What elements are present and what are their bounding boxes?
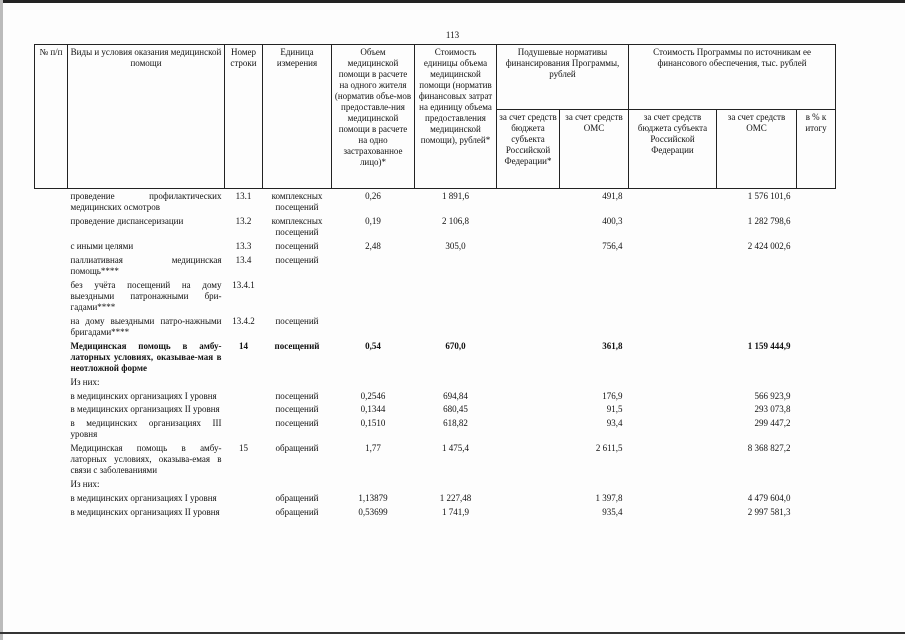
- cell-program-oms: 1 159 444,9: [747, 340, 791, 351]
- cell-norm-budget: [497, 340, 560, 376]
- table-row: [35, 215, 836, 240]
- table-row: [35, 315, 836, 340]
- header-program-oms: за счет средств ОМС: [717, 110, 797, 189]
- cell-volume: [332, 279, 415, 315]
- cell-norm-budget: [497, 254, 560, 279]
- cell-num: [35, 240, 68, 254]
- cell-norm-oms: 1 397,8: [595, 493, 623, 504]
- cell-program-budget: [629, 315, 717, 340]
- cell-norm-oms: [560, 478, 629, 492]
- cell-program-budget: [629, 376, 717, 390]
- cell-cost: 1 227,48: [439, 493, 472, 504]
- cell-kind: на дому выездными патро-нажными бригадами****: [70, 315, 222, 337]
- cell-program-oms: [717, 279, 797, 315]
- cell-row-number: 13.4.1: [232, 279, 255, 290]
- cell-cost: 618,82: [443, 418, 468, 429]
- cell-program-pct: [797, 442, 836, 478]
- cell-norm-budget: [497, 189, 560, 215]
- cell-norm-budget: [497, 215, 560, 240]
- table-row: [35, 492, 836, 506]
- cell-norm-budget: [497, 442, 560, 478]
- header-norms-budget: за счет средств бюджета субъекта Российской Федерации*: [497, 110, 560, 189]
- cell-norm-oms: 491,8: [602, 191, 623, 201]
- header-program-cost: Стоимость Программы по источникам ее финансового обеспечения, тыс. рублей: [629, 45, 836, 110]
- cell-row-number: [225, 390, 263, 404]
- cell-cost: [415, 376, 497, 390]
- cell-row-number: [225, 376, 263, 390]
- cell-kind: в медицинских организациях III уровня: [70, 418, 222, 440]
- cell-norm-budget: [497, 376, 560, 390]
- cell-unit: [263, 279, 332, 315]
- cell-kind: проведение профилактических медицинских осмотров: [70, 191, 222, 212]
- scan-edge-bottom: [0, 632, 905, 634]
- cell-program-oms: 566 923,9: [754, 390, 791, 401]
- cell-program-pct: [797, 417, 836, 442]
- cell-cost: [415, 315, 497, 340]
- cell-program-oms: [717, 376, 797, 390]
- cell-volume: 0,2546: [360, 390, 386, 401]
- cell-cost: 680,45: [443, 404, 468, 415]
- cell-num: [35, 376, 68, 390]
- scan-edge-top: [0, 0, 905, 3]
- cell-unit: посещений: [275, 254, 319, 265]
- cell-program-pct: [797, 478, 836, 492]
- cell-unit: посещений: [275, 404, 319, 415]
- cell-row-number: [225, 478, 263, 492]
- cell-cost: 1 741,9: [442, 507, 469, 518]
- cell-program-oms: 293 073,8: [754, 404, 791, 415]
- cell-cost: 1 475,4: [442, 443, 469, 454]
- header-row-number: Номер строки: [225, 45, 263, 189]
- cell-program-pct: [797, 340, 836, 376]
- cell-kind: Из них:: [70, 479, 100, 490]
- cell-norm-budget: [497, 315, 560, 340]
- cell-num: [35, 254, 68, 279]
- cell-kind: в медицинских организациях I уровня: [70, 493, 217, 504]
- cell-row-number: [225, 417, 263, 442]
- cell-program-pct: [797, 315, 836, 340]
- cell-unit: посещений: [275, 240, 319, 251]
- header-program-pct: в % к итогу: [797, 110, 836, 189]
- scan-edge-left: [0, 0, 3, 640]
- table-row: [35, 506, 836, 520]
- cell-program-oms: [717, 478, 797, 492]
- table-row: [35, 403, 836, 417]
- cell-row-number: 14: [239, 340, 248, 351]
- table-row: [35, 254, 836, 279]
- cell-row-number: 15: [239, 443, 248, 454]
- cell-unit: [263, 478, 332, 492]
- cell-volume: 0,53699: [358, 507, 388, 518]
- cell-num: [35, 279, 68, 315]
- cell-norm-budget: [497, 492, 560, 506]
- table-row: [35, 279, 836, 315]
- cell-norm-oms: 93,4: [606, 418, 623, 429]
- cell-program-pct: [797, 376, 836, 390]
- cell-norm-oms: [560, 315, 629, 340]
- header-num: № п/п: [35, 45, 68, 189]
- cell-program-pct: [797, 492, 836, 506]
- table-body: [35, 189, 836, 521]
- cell-row-number: 13.3: [235, 240, 252, 251]
- cell-program-oms: 2 997 581,3: [747, 507, 791, 518]
- cell-volume: [332, 254, 415, 279]
- cell-norm-budget: [497, 417, 560, 442]
- cell-program-pct: [797, 240, 836, 254]
- cell-norm-oms: 176,9: [602, 390, 623, 401]
- cell-volume: 0,1344: [360, 404, 386, 415]
- cell-volume: 0,19: [365, 215, 381, 226]
- cell-kind: проведение диспансеризации: [70, 215, 184, 226]
- table-row: [35, 417, 836, 442]
- cell-row-number: 13.2: [235, 215, 252, 226]
- cell-norm-oms: [560, 376, 629, 390]
- cell-row-number: 13.4.2: [232, 315, 255, 326]
- cell-cost: [415, 478, 497, 492]
- table-row: [35, 442, 836, 478]
- cell-program-pct: [797, 279, 836, 315]
- table-row: [35, 376, 836, 390]
- cell-norm-budget: [497, 390, 560, 404]
- cell-norm-budget: [497, 478, 560, 492]
- cell-unit: обращений: [275, 443, 319, 454]
- cell-cost: 1 891,6: [442, 191, 469, 201]
- cell-program-pct: [797, 254, 836, 279]
- cell-num: [35, 340, 68, 376]
- cell-cost: 305,0: [445, 240, 466, 251]
- cell-num: [35, 390, 68, 404]
- cell-row-number: 13.4: [235, 254, 252, 265]
- cell-program-budget: [629, 390, 717, 404]
- cell-num: [35, 492, 68, 506]
- cell-volume: [332, 315, 415, 340]
- cell-row-number: [225, 403, 263, 417]
- cell-num: [35, 315, 68, 340]
- cell-norm-oms: 756,4: [602, 240, 623, 251]
- cell-num: [35, 442, 68, 478]
- table-row: [35, 390, 836, 404]
- cell-norm-budget: [497, 279, 560, 315]
- cell-program-oms: [717, 254, 797, 279]
- header-kind: Виды и условия оказания медицинской помощи: [68, 45, 225, 189]
- cell-num: [35, 506, 68, 520]
- cell-num: [35, 478, 68, 492]
- cell-norm-oms: 2 611,5: [595, 443, 623, 454]
- cell-unit: посещений: [275, 390, 319, 401]
- cell-cost: [415, 254, 497, 279]
- cell-kind: в медицинских организациях II уровня: [70, 404, 220, 415]
- cell-kind: в медицинских организациях II уровня: [70, 507, 220, 518]
- page-number: 113: [445, 30, 460, 40]
- cell-kind: в медицинских организациях I уровня: [70, 390, 217, 401]
- cell-kind: с иными целями: [70, 240, 134, 251]
- cell-program-pct: [797, 189, 836, 215]
- cell-program-oms: [717, 315, 797, 340]
- header-volume: Объем медицинской помощи в расчете на одного жителя (норматив объе-мов предоставле-ния медицинской помощи в расчете на одно застрахованное лицо)*: [332, 45, 415, 189]
- table-row: [35, 478, 836, 492]
- cell-program-pct: [797, 403, 836, 417]
- cell-kind: паллиативная медицинская помощь****: [70, 254, 222, 276]
- cell-num: [35, 215, 68, 240]
- cell-program-budget: [629, 492, 717, 506]
- cell-cost: [415, 279, 497, 315]
- cell-unit: комплексных посещений: [271, 191, 323, 212]
- cell-volume: 1,13879: [358, 493, 388, 504]
- cell-cost: 2 106,8: [442, 215, 469, 226]
- cell-row-number: 13.1: [235, 191, 252, 201]
- cell-program-budget: [629, 215, 717, 240]
- cell-row-number: [225, 506, 263, 520]
- cell-program-budget: [629, 478, 717, 492]
- cell-program-budget: [629, 254, 717, 279]
- cell-unit: [263, 376, 332, 390]
- cell-unit: посещений: [275, 418, 319, 429]
- cell-volume: 2,48: [365, 240, 381, 251]
- cell-kind: Медицинская помощь в амбу-латорных условиях, оказывае-мая в неотложной форме: [70, 340, 222, 373]
- header-cost: Стоимость единицы объема медицинской помощи (норматив финансовых затрат на единицу объема предоставления медицинской помощи), рублей*: [415, 45, 497, 189]
- cell-volume: [332, 478, 415, 492]
- cell-num: [35, 417, 68, 442]
- cell-program-oms: 1 282 798,6: [747, 215, 791, 226]
- cell-norm-oms: 361,8: [602, 340, 623, 351]
- cell-norm-oms: 91,5: [606, 404, 623, 415]
- table-header: [35, 45, 836, 189]
- cell-num: [35, 403, 68, 417]
- cell-program-oms: 1 576 101,6: [747, 191, 791, 201]
- cell-norm-budget: [497, 403, 560, 417]
- cell-unit: обращений: [275, 493, 319, 504]
- cell-norm-oms: [560, 254, 629, 279]
- table-row: [35, 340, 836, 376]
- header-norms-oms: за счет средств ОМС: [560, 110, 629, 189]
- cell-num: [35, 189, 68, 215]
- cell-program-pct: [797, 390, 836, 404]
- cell-row-number: [225, 492, 263, 506]
- cell-unit: обращений: [275, 507, 319, 518]
- financing-table: [34, 44, 836, 520]
- cell-program-oms: 2 424 002,6: [747, 240, 791, 251]
- cell-program-budget: [629, 240, 717, 254]
- cell-unit: посещений: [274, 340, 320, 351]
- cell-volume: 0,1510: [360, 418, 386, 429]
- cell-program-budget: [629, 403, 717, 417]
- cell-kind: Медицинская помощь в амбу-латорных условиях, оказыва-емая в связи с заболеваниями: [70, 443, 222, 476]
- header-unit: Единица измерения: [263, 45, 332, 189]
- cell-unit: посещений: [275, 315, 319, 326]
- cell-unit: комплексных посещений: [271, 215, 323, 237]
- cell-norm-oms: 935,4: [602, 507, 623, 518]
- table-row: [35, 189, 836, 215]
- cell-program-budget: [629, 417, 717, 442]
- cell-program-budget: [629, 506, 717, 520]
- cell-volume: 0,54: [365, 340, 381, 351]
- cell-volume: 1,77: [365, 443, 381, 454]
- cell-norm-oms: 400,3: [602, 215, 623, 226]
- cell-program-budget: [629, 189, 717, 215]
- cell-program-oms: 299 447,2: [754, 418, 791, 429]
- header-norms: Подушевые нормативы финансирования Программы, рублей: [497, 45, 629, 110]
- cell-kind: без учёта посещений на дому выездными патронажными бри-гадами****: [70, 279, 222, 312]
- cell-norm-budget: [497, 240, 560, 254]
- cell-volume: 0,26: [365, 191, 381, 201]
- cell-program-pct: [797, 506, 836, 520]
- cell-volume: [332, 376, 415, 390]
- cell-program-oms: 4 479 604,0: [747, 493, 791, 504]
- cell-norm-oms: [560, 279, 629, 315]
- cell-program-oms: 8 368 827,2: [747, 443, 791, 454]
- cell-program-budget: [629, 279, 717, 315]
- cell-kind: Из них:: [70, 376, 100, 387]
- cell-norm-budget: [497, 506, 560, 520]
- header-program-budget: за счет средств бюджета субъекта Российской Федерации: [629, 110, 717, 189]
- cell-program-budget: [629, 340, 717, 376]
- cell-cost: 694,84: [443, 390, 468, 401]
- cell-program-pct: [797, 215, 836, 240]
- cell-program-budget: [629, 442, 717, 478]
- cell-cost: 670,0: [445, 340, 466, 351]
- table-row: [35, 240, 836, 254]
